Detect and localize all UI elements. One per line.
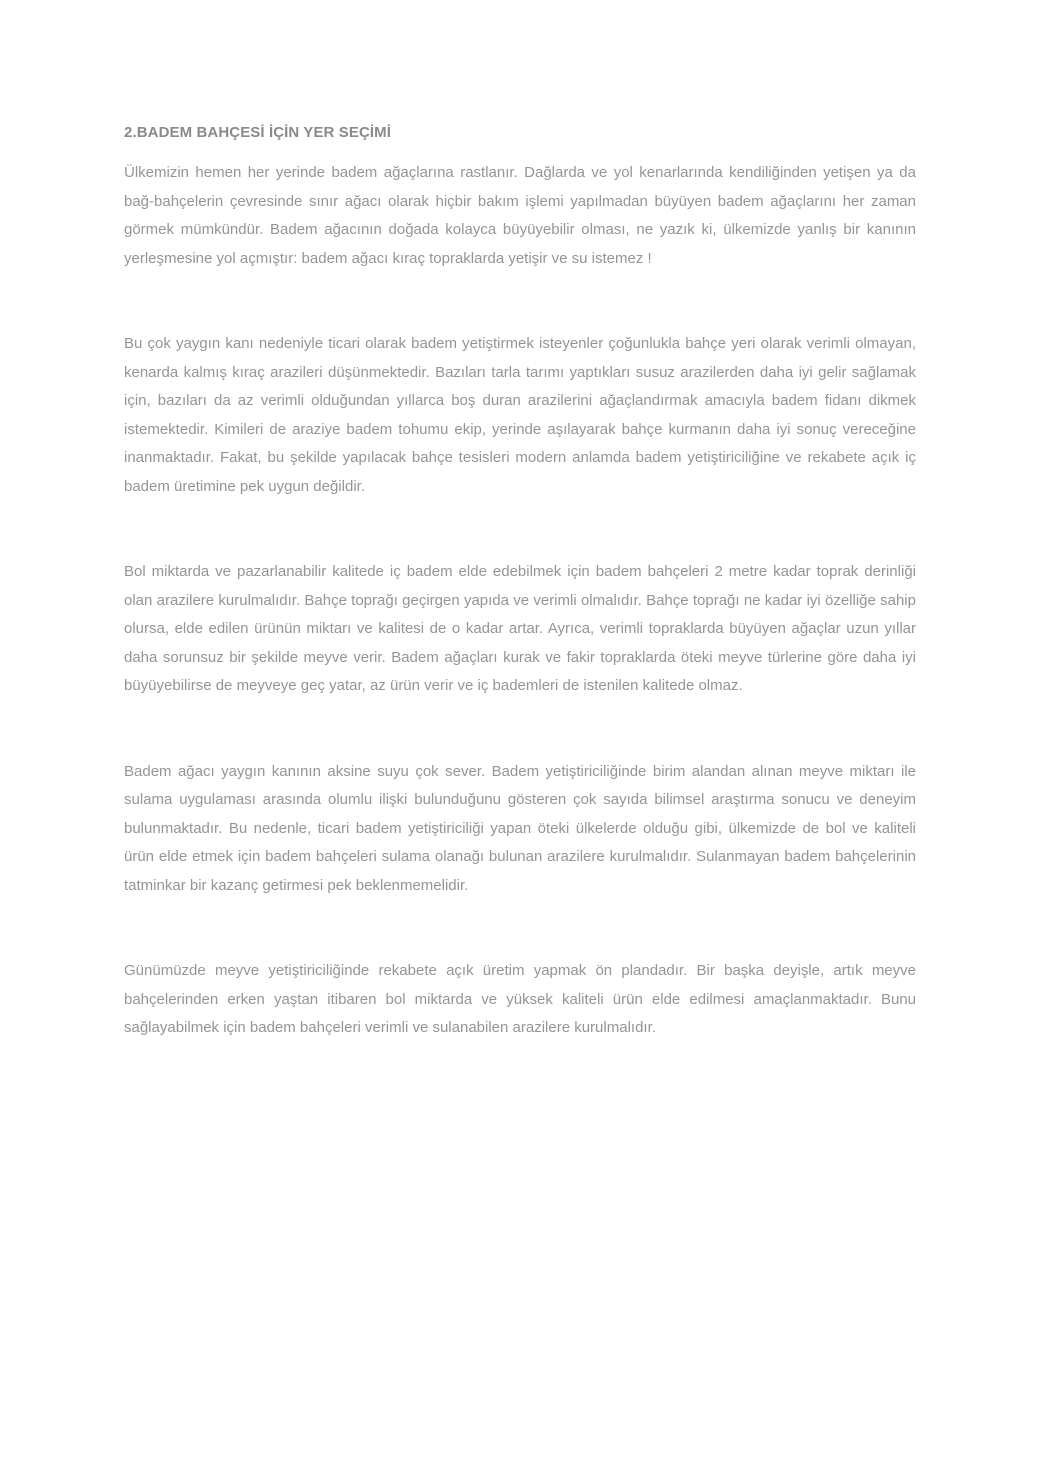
document-page (124, 124, 916, 1043)
paragraph-1: Ülkemizin hemen her yerinde badem ağaçlarına rastlanır. Dağlarda ve yol kenarlarında kendiliğinden yetişen ya da bağ-bahçelerin çevresinde sınır ağacı olarak hiçbir bakım işlemi yapılmadan büyüyen badem ağaçlarını her zaman görmek mümkündür. Badem ağacının doğada kolayca büyüyebilir olması, ne yazık ki, ülkemizde yanlış bir kanının yerleşmesine yol açmıştır: badem ağacı kıraç topraklarda yetişir ve su istemez ! (124, 164, 916, 267)
paragraph-3: Bol miktarda ve pazarlanabilir kalitede iç badem elde edebilmek için badem bahçeleri 2 metre kadar toprak derinliği olan arazilere kurulmalıdır. Bahçe toprağı geçirgen yapıda ve verimli olmalıdır. Bahçe toprağı ne kadar iyi özelliğe sahip olursa, elde edilen ürünün miktarı ve kalitesi de o kadar artar. Ayrıca, verimli topraklarda büyüyen ağaçlar uzun yıllar daha sorunsuz bir şekilde meyve verir. Badem ağaçları kurak ve fakir topraklarda öteki meyve türlerine göre daha iyi büyüyebilirse de meyveye geç yatar, az ürün verir ve iç bademleri de istenilen kalitede olmaz. (124, 563, 916, 694)
section-heading: 2.BADEM BAHÇESİ İÇİN YER SEÇİMİ (124, 124, 392, 141)
paragraph-5: Günümüzde meyve yetiştiriciliğinde rekabete açık üretim yapmak ön plandadır. Bir başka deyişle, artık meyve bahçelerinden erken yaştan itibaren bol miktarda ve yüksek kaliteli ürün elde edilmesi amaçlanmaktadır. Bunu sağlayabilmek için badem bahçeleri verimli ve sulanabilen arazilere kurulmalıdır. (124, 962, 916, 1036)
paragraph-2: Bu çok yaygın kanı nedeniyle ticari olarak badem yetiştirmek isteyenler çoğunlukla bahçe yeri olarak verimli olmayan, kenarda kalmış kıraç arazileri düşünmektedir. Bazıları tarla tarımı yaptıkları susuz arazilerden daha iyi gelir sağlamak için, bazıları da az verimli olduğundan yıllarca boş duran arazilerini ağaçlandırmak amacıyla badem fidanı dikmek istemektedir. Kimileri de araziye badem tohumu ekip, yerinde aşılayarak bahçe kurmanın daha iyi sonuç vereceğine inanmaktadır. Fakat, bu şekilde yapılacak bahçe tesisleri modern anlamda badem yetiştiriciliğine ve rekabete açık iç badem üretimine pek uygun değildir. (124, 335, 916, 495)
paragraph-4: Badem ağacı yaygın kanının aksine suyu çok sever. Badem yetiştiriciliğinde birim alandan alınan meyve miktarı ile sulama uygulaması arasında olumlu ilişki bulunduğunu gösteren çok sayıda bilimsel araştırma sonucu ve deneyim bulunmaktadır. Bu nedenle, ticari badem yetiştiriciliği yapan öteki ülkelerde olduğu gibi, ülkemizde de bol ve kaliteli ürün elde etmek için badem bahçeleri sulama olanağı bulunan arazilere kurulmalıdır. Sulanmayan badem bahçelerinin tatminkar bir kazanç getirmesi pek beklenmemelidir. (124, 762, 916, 894)
